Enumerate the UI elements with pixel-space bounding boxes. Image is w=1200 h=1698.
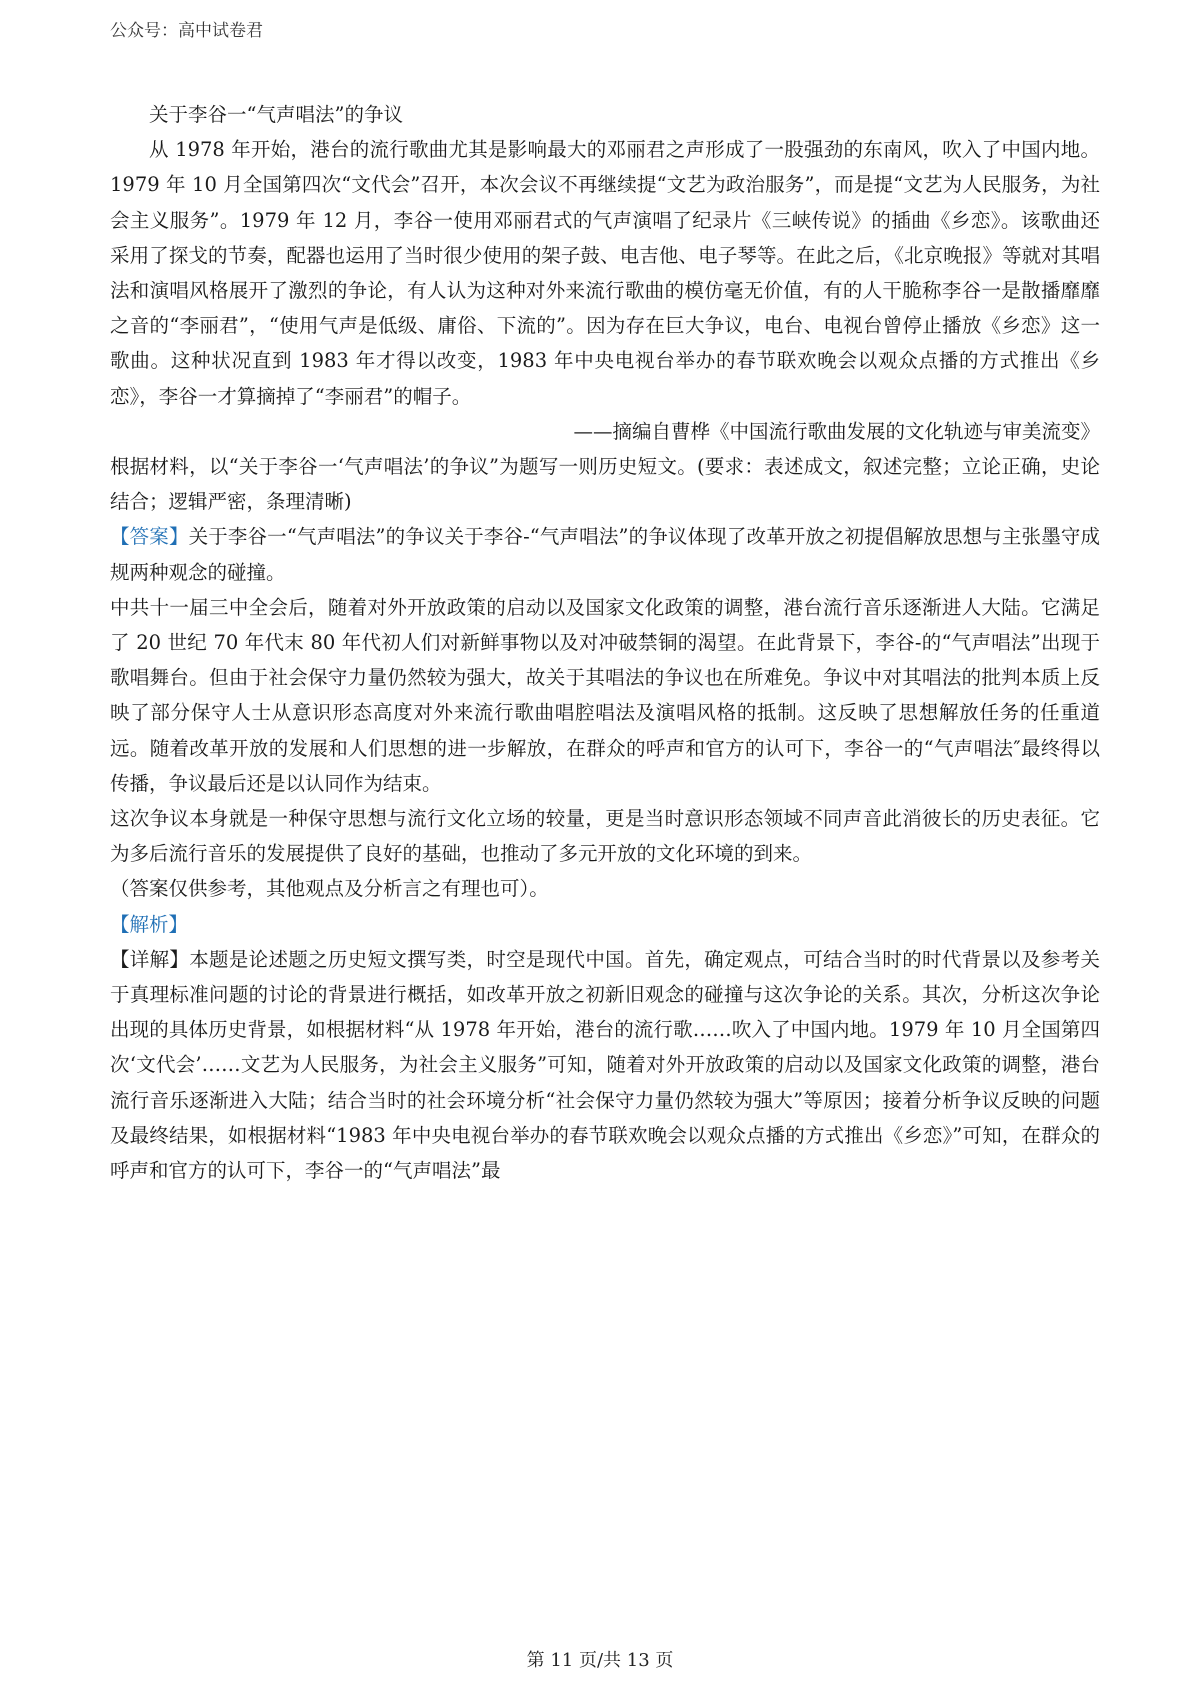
material-paragraph: 从 1978 年开始，港台的流行歌曲尤其是影响最大的邓丽君之声形成了一股强劲的东南风，吹入了中国内地。1979 年 10 月全国第四次“文代会”召开，本次会议不再继续提“文艺为政治服务”，而是提“文艺为人民服务，为社会主义服务”。1979 年 12 月，李谷一使用邓丽君式的气声演唱了纪录片《三峡传说》的插曲《乡恋》。该歌曲还采用了探戈的节奏，配器也运用了当时很少使用的架子鼓、电吉他、电子琴等。在此之后，《北京晚报》等就对其唱法和演唱风格展开了激烈的争论，有人认为这种对外来流行歌曲的模仿毫无价值，有的人干脆称李谷一是散播靡靡之音的“李丽君”，“使用气声是低级、庸俗、下流的”。因为存在巨大争议，电台、电视台曾停止播放《乡恋》这一歌曲。这种状况直到 1983 年才得以改变，1983 年中央电视台举办的春节联欢晚会以观众点播的方式推出《乡恋》，李谷一才算摘掉了“李丽君”的帽子。	[110, 138, 1100, 408]
detail-label: 【详解】	[110, 947, 190, 971]
answer-lead-paragraph	[110, 519, 1100, 589]
analysis-label: 【解析】	[110, 912, 189, 936]
material-title: 关于李谷一“气声唱法”的争议	[149, 103, 403, 126]
document-body	[110, 97, 1100, 1188]
question-text: 根据材料，以“关于李谷一‘气声唱法’的争议”为题写一则历史短文。(要求：表述成文，叙述完整；立论正确，史论结合；逻辑严密，条理清晰)	[110, 455, 1100, 514]
answer-note: （答案仅供参考，其他观点及分析言之有理也可）。	[110, 877, 549, 901]
page-header: 公众号：高中试卷君	[110, 21, 263, 41]
answer-paragraph-1: 中共十一届三中全会后，随着对外开放政策的启动以及国家文化政策的调整，港台流行音乐逐渐进人大陆。它满足了 20 世纪 70 年代末 80 年代初人们对新鲜事物以及对冲破禁铜的渴望。在此背景下，李谷-的“气声唱法”出现于歌唱舞台。但由于社会保守力量仍然较为强大，故关于其唱法的争议也在所难免。争议中对其唱法的批判本质上反映了部分保守人士从意识形态高度对外来流行歌曲唱腔唱法及演唱风格的抵制。这反映了思想解放任务的任重道远。随着改革开放的发展和人们思想的进一步解放，在群众的呼声和官方的认可下，李谷一的“气声唱法″最终得以传播，争议最后还是以认同作为结束。	[110, 595, 1100, 795]
page-number: 第 11 页/共 13 页	[526, 1650, 674, 1671]
answer-paragraph-2: 这次争议本身就是一种保守思想与流行文化立场的较量，更是当时意识形态领域不同声音此消彼长的历史表征。它为多后流行音乐的发展提供了良好的基础，也推动了多元开放的文化环境的到来。	[110, 807, 1100, 866]
detail-text: 本题是论述题之历史短文撰写类，时空是现代中国。首先，确定观点，可结合当时的时代背景以及参考关于真理标准问题的讨论的背景进行概括，如改革开放之初新旧观念的碰撞与这次争论的关系。其次，分析这次争论出现的具体历史背景，如根据材料“从 1978 年开始，港台的流行歌……吹入了中国内地。1979 年 10 月全国第四次‘文代会’……文艺为人民服务，为社会主义服务”可知，随着对外开放政策的启动以及国家文化政策的调整，港台流行音乐逐渐进入大陆；结合当时的社会环境分析“社会保守力量仍然较为强大”等原因；接着分析争议反映的问题及最终结果，如根据材料“1983 年中央电视台举办的春节联欢晚会以观众点播的方式推出《乡恋》”可知，在群众的呼声和官方的认可下，李谷一的“气声唱法”最	[110, 947, 1100, 1183]
answer-label: 【答案】	[110, 525, 189, 549]
analysis-detail-paragraph	[110, 942, 1100, 1188]
answer-lead: 关于李谷一“气声唱法”的争议关于李谷-“气声唱法”的争议体现了改革开放之初提倡解放思想与主张墨守成规两种观念的碰撞。	[110, 525, 1100, 584]
material-source: ——摘编自曹桦《中国流行歌曲发展的文化轨迹与审美流变》	[573, 419, 1100, 443]
analysis-label-line	[110, 907, 1100, 942]
